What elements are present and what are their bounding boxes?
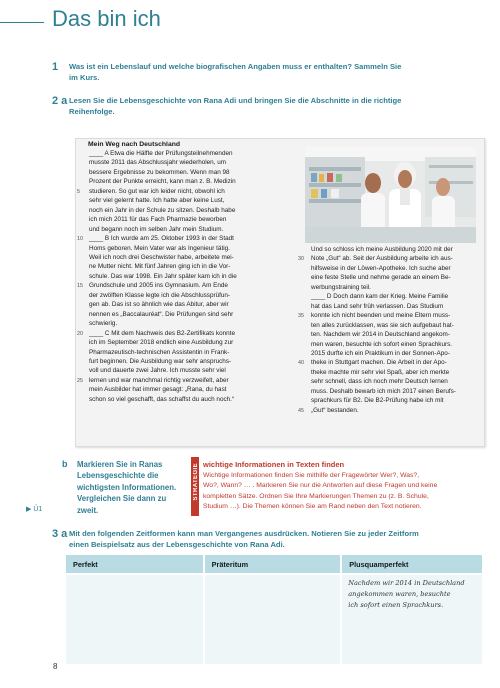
reading-line: „Gut“ bestanden. <box>311 406 359 414</box>
strategy-label: STRATEGIE <box>193 463 199 501</box>
reading-line: hilfsweise in der Löwen-Apotheke. Ich suche aber <box>311 264 451 272</box>
line-number: 10 <box>77 236 83 243</box>
line-number: 20 <box>77 330 83 337</box>
reading-line: ____ C Mit dem Nachweis des B2-Zertifikats konnte <box>89 329 235 337</box>
table-cell-praeteritum[interactable] <box>204 574 342 664</box>
reading-line: voll und dauerte zwei Jahre. Ich musste sehr viel <box>89 367 226 375</box>
header-rule <box>0 22 44 23</box>
reading-line: werbungstraining teil. <box>311 283 371 291</box>
reading-line: ____ A Etwa die Hälfte der Prüfungsteilnehmenden <box>89 150 233 157</box>
line-number: 35 <box>298 313 304 320</box>
reading-title: Mein Weg nach Deutschland <box>88 141 181 148</box>
tense-table <box>66 555 484 664</box>
reading-line: Grundschule und 2005 ins Gymnasium. Am Ende <box>89 282 228 290</box>
task-2a-number: 2 a <box>52 95 68 107</box>
reading-line: Weil ich noch drei Geschwister habe, arbeitete mei- <box>89 253 234 261</box>
reading-line: ____ B Ich wurde am 25. Oktober 1993 in der Stadt <box>89 235 234 243</box>
reading-line: nennen es „Baccalauréat“. Die Prüfungen sind sehr <box>89 310 234 318</box>
reading-line: bessere Ergebnisse zu bekommen. Wenn man 98 <box>89 168 230 176</box>
reading-line: sprachkurs für B2. Die B2-Prüfung habe ich mit <box>311 397 444 405</box>
reading-line: Note „Gut“ ab. Seit der Ausbildung arbeite ich aus- <box>311 255 453 263</box>
reading-line: theke machte mir sehr viel Spaß, aber ich merkte <box>311 368 450 376</box>
task-2b-text: Markieren Sie in Ranas Lebensgeschichte die wichtigsten Informationen. Vergleichen Sie dann zu zweit. <box>77 460 177 515</box>
line-number: 40 <box>298 360 304 367</box>
reading-line: eine feste Stelle und nehme gerade an einem Be- <box>311 274 451 282</box>
table-cell-perfekt[interactable] <box>66 574 204 664</box>
reading-line: Prozent der Punkte erreicht, kann man z. B. Medizin <box>89 178 236 186</box>
reading-line: muss. Deshalb bewarb ich mich 2017 einen Berufs- <box>311 387 456 395</box>
table-header-perfekt: Perfekt <box>66 555 204 574</box>
strategy-title: wichtige Informationen in Texten finden <box>203 460 345 469</box>
reading-line: Und so schloss ich meine Ausbildung 2020 mit der <box>311 246 453 253</box>
strategy-text: Wichtige Informationen finden Sie mithilfe der Fragewörter Wer?, Was?, Wo?, Wann? … . Markieren Sie nur die Antworten auf diese Fragen und keine kompletten Sätze. Ordnen Sie Ihre Markierungen Themen zu (z. B. Schule, Studium …). Die Themen können Sie am Rand neben den Text notieren. <box>203 472 438 511</box>
reading-line: ne Mutter nicht. Mit fünf Jahren ging ich in die Vor- <box>89 263 231 271</box>
exercise-reference: ▶ Ü1 <box>26 506 43 513</box>
reading-line: hat das Land sehr früh verlassen. Das Studium <box>311 302 444 310</box>
reading-line: ten alles zurücklassen, was sie sich aufgebaut hat- <box>311 321 454 329</box>
reading-line: schon so viel geschafft, das schaffst du auch noch.“ <box>89 395 235 403</box>
reading-line: ten. Nachdem wir 2014 in Deutschland angekom- <box>311 331 450 339</box>
reading-line: ich mich 2011 für das Fach Pharmazie beworben <box>89 216 227 224</box>
reading-line: sehr schnell, dass ich noch mehr Deutsch lernen <box>311 378 448 386</box>
reading-line: musste 2011 das Abschlussjahr wiederholen, um <box>89 159 227 167</box>
pharmacy-photo <box>305 147 476 243</box>
reading-line: konnte ich nicht beenden und meine Eltern muss- <box>311 312 451 320</box>
reading-left-column <box>77 149 299 404</box>
reading-line: ich im September 2018 endlich eine Ausbildung zur <box>89 339 234 347</box>
page-title: Das bin ich <box>52 6 161 31</box>
line-number: 15 <box>77 283 83 290</box>
reading-line: studieren. So gut war ich leider nicht, obwohl ich <box>89 187 225 195</box>
reading-line: schule. Das war 1998. Ein Jahr später kam ich in die <box>89 272 237 280</box>
line-number: 5 <box>77 188 80 195</box>
reading-line: sehr viel gelernt hatte. Ich hatte aber keine Lust, <box>89 197 225 205</box>
reading-line: und begann noch im selben Jahr mein Studium. <box>89 225 224 233</box>
line-number: 45 <box>298 407 304 414</box>
task-2b-letter: b <box>62 459 68 469</box>
table-header-plusquamperfekt: Plusquamperfekt <box>341 555 483 574</box>
reading-line: 2015 durfte ich ein Praktikum in der Sonnen-Apo- <box>311 349 450 357</box>
reading-line: Homs geboren. Mein Vater war als Ingenieur tätig. <box>89 244 230 252</box>
reading-line: schwierig. <box>89 320 118 328</box>
reading-line: lernen und war manchmal richtig verzweifelt, aber <box>89 376 229 384</box>
task-1-text: Was ist ein Lebenslauf und welche biografischen Angaben muss er enthalten? Sammeln Sie im Kurs. <box>69 62 402 82</box>
reading-line: Pharmazeutisch-technischen Assistentin in Frank- <box>89 348 230 356</box>
reading-line: furt beginnen. Die Ausbildung war sehr anspruchs- <box>89 357 232 365</box>
reading-line: ____ D Doch dann kam der Krieg. Meine Familie <box>311 293 449 301</box>
reading-right-column <box>298 245 481 415</box>
reading-line: noch ein Jahr in der Schule zu sitzen. Deshalb habe <box>89 206 236 214</box>
reading-line: der zwölften Klasse legte ich die Abschlussprüfun- <box>89 291 231 299</box>
line-number: 30 <box>298 256 304 263</box>
line-number: 25 <box>77 377 83 384</box>
table-cell-plusquamperfekt[interactable] <box>341 574 483 664</box>
task-3a-number: 3 a <box>52 528 68 540</box>
page-number: 8 <box>53 662 58 671</box>
task-2a-text: Lesen Sie die Lebensgeschichte von Rana Adi und bringen Sie die Abschnitte in die richtige Reihenfolge. <box>69 96 402 116</box>
table-header-praeteritum: Präteritum <box>204 555 342 574</box>
reading-line: men waren, besuchte ich sofort einen Sprachkurs. <box>311 340 453 348</box>
task-3a-text: Mit den folgenden Zeitformen kann man Vergangenes ausdrücken. Notieren Sie zu jeder Zeitform einen Beispielsatz aus der Lebensgeschichte von Rana Adi. <box>69 529 419 549</box>
handwritten-example: Nachdem wir 2014 in Deutschland angekommen waren, besuchte ich sofort einen Sprachkurs. <box>348 579 465 609</box>
reading-line: mein Ausbilder hat immer gesagt: „Rana, du hast <box>89 386 227 394</box>
task-1-number: 1 <box>52 61 59 73</box>
reading-line: theke in Stuttgart machen. Die Arbeit in der Apo- <box>311 359 447 367</box>
reading-line: gen ab. Das ist so ähnlich wie das Abitur, aber wir <box>89 301 229 309</box>
